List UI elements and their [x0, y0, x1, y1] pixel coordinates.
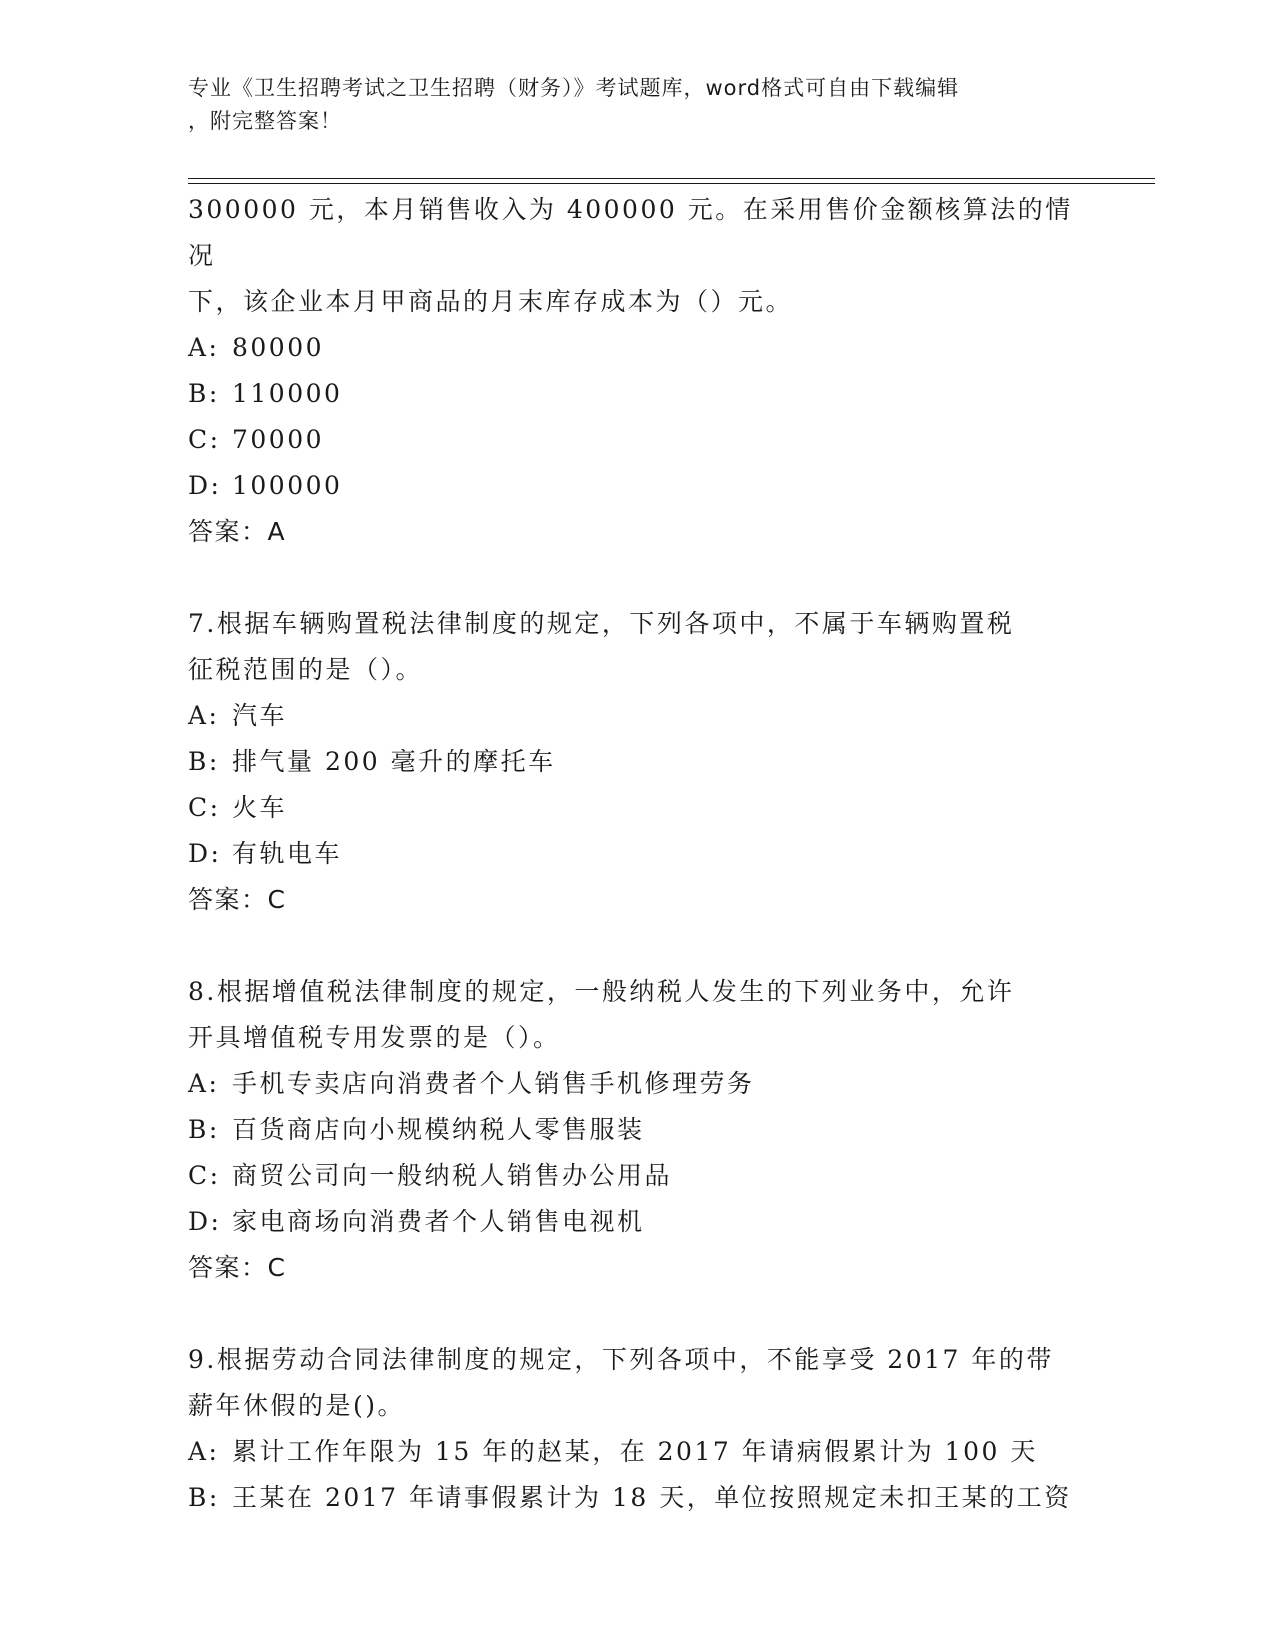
- question-list: [188, 187, 1088, 1567]
- option-letter: C:: [188, 793, 221, 822]
- header-rule-bottom: [188, 183, 1155, 184]
- option-b: [188, 1475, 1088, 1521]
- option-letter: D:: [188, 839, 222, 868]
- question-block: [188, 1337, 1088, 1521]
- option-text: 排气量 200 毫升的摩托车: [232, 747, 556, 776]
- header-rule-top: [188, 178, 1155, 179]
- answer-line: 答案：C: [188, 1253, 287, 1282]
- question-stem-line: 9.根据劳动合同法律制度的规定，下列各项中，不能享受 2017 年的带: [188, 1345, 1054, 1374]
- option-letter: C:: [188, 425, 221, 454]
- option-a: [188, 1429, 1088, 1475]
- question-stem-line: 下，该企业本月甲商品的月末库存成本为（）元。: [188, 287, 794, 316]
- option-text: 100000: [232, 471, 343, 500]
- question-stem-line: 薪年休假的是()。: [188, 1391, 406, 1420]
- option-letter: D:: [188, 1207, 222, 1236]
- option-b: [188, 1107, 1088, 1153]
- option-d: [188, 831, 1088, 877]
- page-header: [188, 72, 1068, 138]
- option-letter: A:: [188, 701, 220, 730]
- option-text: 商贸公司向一般纳税人销售办公用品: [232, 1161, 673, 1190]
- option-letter: B:: [188, 379, 220, 408]
- option-letter: B:: [188, 1115, 220, 1144]
- option-text: 有轨电车: [232, 839, 343, 868]
- option-text: 累计工作年限为 15 年的赵某，在 2017 年请病假累计为 100 天: [232, 1437, 1038, 1466]
- option-b: [188, 371, 1088, 417]
- option-text: 110000: [232, 379, 343, 408]
- option-letter: A:: [188, 1069, 220, 1098]
- question-stem-line: 7.根据车辆购置税法律制度的规定，下列各项中，不属于车辆购置税: [188, 609, 1015, 638]
- option-letter: B:: [188, 1483, 220, 1512]
- option-letter: A:: [188, 1437, 220, 1466]
- option-c: [188, 417, 1088, 463]
- option-text: 百货商店向小规模纳税人零售服装: [232, 1115, 645, 1144]
- option-letter: D:: [188, 471, 222, 500]
- option-text: 80000: [232, 333, 325, 362]
- header-line-2: ，附完整答案！: [188, 109, 342, 133]
- option-c: [188, 1153, 1088, 1199]
- question-stem-line: 300000 元，本月销售收入为 400000 元。在采用售价金额核算法的情况: [188, 195, 1073, 270]
- option-a: [188, 693, 1088, 739]
- option-text: 火车: [232, 793, 288, 822]
- option-a: [188, 325, 1088, 371]
- question-stem-line: 征税范围的是（）。: [188, 655, 424, 684]
- question-block: [188, 969, 1088, 1291]
- option-letter: C:: [188, 1161, 221, 1190]
- option-text: 70000: [232, 425, 325, 454]
- answer-line: 答案：C: [188, 885, 287, 914]
- option-letter: A:: [188, 333, 220, 362]
- option-text: 手机专卖店向消费者个人销售手机修理劳务: [232, 1069, 755, 1098]
- header-line-1: 专业《卫生招聘考试之卫生招聘（财务）》考试题库，word格式可自由下载编辑: [188, 76, 960, 100]
- question-stem-line: 8.根据增值税法律制度的规定，一般纳税人发生的下列业务中，允许: [188, 977, 1015, 1006]
- option-text: 汽车: [232, 701, 288, 730]
- option-text: 王某在 2017 年请事假累计为 18 天，单位按照规定未扣王某的工资: [232, 1483, 1072, 1512]
- option-d: [188, 1199, 1088, 1245]
- option-c: [188, 785, 1088, 831]
- question-stem-line: 开具增值税专用发票的是（）。: [188, 1023, 561, 1052]
- option-d: [188, 463, 1088, 509]
- option-b: [188, 739, 1088, 785]
- option-text: 家电商场向消费者个人销售电视机: [232, 1207, 645, 1236]
- option-a: [188, 1061, 1088, 1107]
- option-letter: B:: [188, 747, 220, 776]
- question-block: [188, 187, 1088, 555]
- answer-line: 答案：A: [188, 517, 287, 546]
- question-block: [188, 601, 1088, 923]
